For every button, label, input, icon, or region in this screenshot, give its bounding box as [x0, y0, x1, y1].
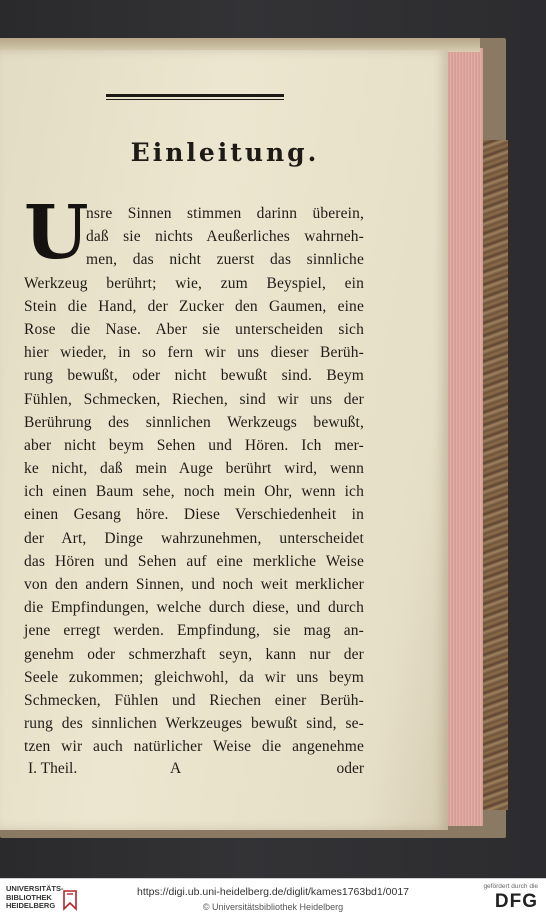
text-line: einen Gesang höre. Diese Verschiedenheit in — [24, 506, 364, 524]
copyright-notice: © Universitätsbibliothek Heidelberg — [202, 902, 344, 912]
permalink-url[interactable]: https://digi.ub.uni-heidelberg.de/diglit/kames1763bd1/0017 — [136, 886, 410, 898]
signature-mark: I. Theil. — [28, 760, 78, 777]
text-line: jene erregt werden. Empfindung, sie mag an- — [24, 622, 364, 640]
text-line: ich einen Baum sehe, noch mein Ohr, wenn ich — [24, 483, 364, 501]
text-line: daß sie nichts Aeußerliches wahrneh- — [86, 228, 364, 246]
text-line: Werkzeug berührt; wie, zum Beyspiel, ein — [24, 274, 364, 292]
drop-cap: U — [24, 190, 89, 276]
text-line: das Hören und Sehen auf eine merkliche Weise — [24, 552, 364, 570]
text-line: die Empfindungen, welche durch diese, und durch — [24, 599, 364, 617]
funder-caption: gefördert durch die — [483, 883, 538, 890]
logo-line: UNIVERSITÄTS- — [6, 884, 64, 893]
sheet-mark: A — [170, 760, 182, 777]
text-line: nsre Sinnen stimmen darinn überein, — [86, 205, 364, 222]
text-line: Rose die Nase. Aber sie unterscheiden sich — [24, 320, 364, 338]
dfg-logo[interactable] — [478, 883, 538, 915]
header-rule-thin — [106, 99, 284, 100]
text-line: Stein die Hand, der Zucker den Gaumen, eine — [24, 297, 364, 315]
text-line: hier wieder, in so fern wir uns dieser Berüh- — [24, 344, 364, 362]
text-line: der Art, Dinge wahrzunehmen, unterscheidet — [24, 529, 364, 547]
text-line: rung des sinnlichen Werkzeuges bewußt sind, se- — [24, 715, 364, 733]
catchword: oder — [336, 760, 364, 777]
text-line: Seele zukommen; gleichwohl, da wir uns beym — [24, 668, 364, 686]
text-line: ke nicht, daß mein Auge berührt wird, wenn — [24, 460, 364, 478]
funder-name: DFG — [494, 891, 538, 912]
header-rule — [106, 94, 284, 97]
logo-line: HEIDELBERG — [6, 901, 56, 910]
text-line: tzen wir auch natürlicher Weise die angenehme — [24, 738, 364, 756]
text-line: Schmecken, Fühlen und Riechen einer Berüh- — [24, 691, 364, 709]
text-line: Berührung des sinnlichen Werkzeugs bewußt, — [24, 413, 364, 431]
logo-line: BIBLIOTHEK — [6, 892, 52, 902]
body-text — [24, 202, 364, 759]
text-line: Fühlen, Schmecken, Riechen, sind wir uns der — [24, 390, 364, 408]
text-line: von den andern Sinnen, und noch weit merklicher — [24, 576, 364, 593]
chapter-title: Einleitung. — [130, 138, 320, 167]
text-line: men, das nicht zuerst das sinnliche — [86, 251, 364, 269]
text-line: genehm oder schmerzhaft seyn, kann nur der — [24, 645, 364, 663]
text-line: rung bewußt, oder nicht bewußt sind. Beym — [24, 367, 364, 385]
text-line: aber nicht beym Sehen und Hören. Ich mer- — [24, 436, 364, 454]
viewer-footer-bar — [0, 878, 546, 919]
page-footer — [28, 760, 364, 784]
